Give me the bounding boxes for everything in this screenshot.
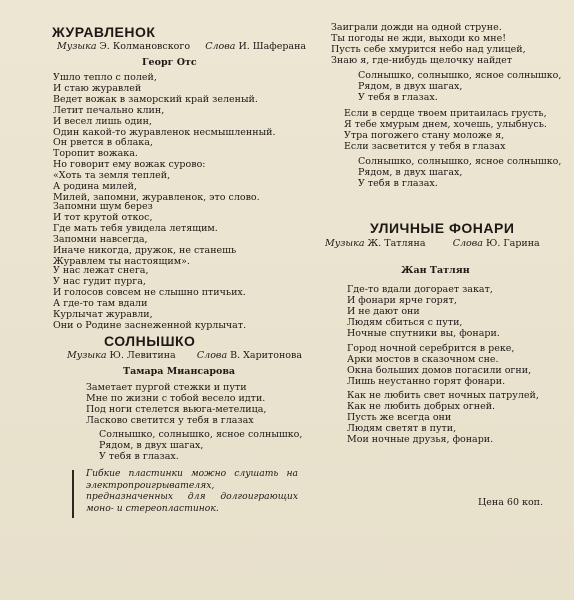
- song2-stanza-2: [99, 429, 302, 462]
- song2-music-author: Ю. Левитина: [109, 350, 176, 361]
- lyric-line: «Хоть та земля теплей,: [53, 170, 171, 181]
- song2-stanza-1: [86, 382, 266, 426]
- song1-stanza-4: [53, 265, 246, 331]
- lyric-line: Если засветится у тебя в глазах: [344, 141, 506, 152]
- lyric-line: И не дают они: [347, 306, 420, 317]
- lyric-line: Солнышко, солнышко, ясное солнышко,: [358, 70, 562, 81]
- song2-stanza-3: [331, 22, 526, 66]
- song2-stanza-4: [358, 70, 561, 103]
- price-label: Цена 60 коп.: [478, 497, 544, 508]
- lyric-line: Пусть себе хмурится небо над улицей,: [331, 44, 526, 55]
- lyric-line: Я тебе хмурым днем, хочешь, улыбнусь.: [344, 119, 547, 130]
- lyric-line: Как не любить добрых огней.: [347, 401, 496, 412]
- song3-title: УЛИЧНЫЕ ФОНАРИ: [370, 220, 515, 236]
- lyric-line: Где мать тебя увидела летящим.: [53, 223, 218, 234]
- lyric-line: И фонари ярче горят,: [347, 295, 457, 306]
- song1-performer: Георг Отс: [142, 57, 197, 68]
- lyric-line: И тот крутой откос,: [53, 212, 153, 223]
- lyric-line: Торопит вожака.: [53, 148, 138, 159]
- song2-lyrics-author: В. Харитонова: [230, 350, 303, 361]
- song3-stanza-2: [347, 343, 531, 387]
- playback-note: [72, 468, 298, 524]
- lyric-line: Летит печально клин,: [53, 105, 165, 116]
- lyric-line: Солнышко, солнышко, ясное солнышко,: [358, 156, 562, 167]
- song1-stanza-1: [53, 72, 276, 138]
- song2-music-label: Музыка: [67, 350, 107, 361]
- lyric-line: Заметает пургой стежки и пути: [86, 382, 247, 393]
- song3-performer: Жан Татлян: [401, 265, 470, 276]
- lyric-line: Арки мостов в сказочном сне.: [347, 354, 499, 365]
- lyric-line: Под ноги стелется вьюга-метелица,: [86, 404, 267, 415]
- lyric-line: Запомни шум берез: [53, 201, 153, 212]
- lyric-line: Милей, запомни, журавленок, это слово.: [53, 192, 260, 203]
- song1-stanza-3: [53, 201, 236, 267]
- lyric-line: Один какой-то журавленок несмышленный.: [53, 127, 276, 138]
- song3-music-author: Ж. Татляна: [367, 238, 426, 249]
- lyric-line: И весел лишь один,: [53, 116, 152, 127]
- song1-music-author: Э. Колмановского: [99, 41, 191, 52]
- song3-stanza-3: [347, 390, 539, 445]
- lyric-line: Иначе никогда, дружок, не станешь: [53, 245, 237, 256]
- song2-performer: Тамара Миансарова: [123, 366, 236, 377]
- lyric-line: Ты погоды не жди, выходи ко мне!: [331, 33, 507, 44]
- lyric-line: Пусть же всегда они: [347, 412, 452, 423]
- lyric-line: Рядом, в двух шагах,: [99, 440, 204, 451]
- song3-stanza-1: [347, 284, 500, 339]
- lyric-line: Ушло тепло с полей,: [53, 72, 157, 83]
- lyric-line: Мне по жизни с тобой весело идти.: [86, 393, 266, 404]
- lyric-line: Он рвется в облака,: [53, 137, 153, 148]
- lyric-line: Мои ночные друзья, фонари.: [347, 434, 494, 445]
- playback-note-text: Гибкие пластинки можно слушать на электропроигрывателях, предназначенных для долгоиграющих моно- и стереопластинок.: [86, 468, 298, 514]
- song3-lyrics-author: Ю. Гарина: [485, 238, 540, 249]
- song3-credits: [325, 238, 540, 249]
- lyric-line: У тебя в глазах.: [99, 451, 179, 462]
- lyric-line: Курлычат журавли,: [53, 309, 153, 320]
- song2-lyrics-label: Слова: [196, 350, 228, 361]
- lyric-line: Запомни навсегда,: [53, 234, 148, 245]
- song2-title: СОЛНЫШКО: [104, 333, 196, 349]
- lyric-line: Где-то вдали догорает закат,: [347, 284, 493, 295]
- song1-title: ЖУРАВЛЕНОК: [52, 24, 156, 40]
- lyric-line: У тебя в глазах.: [358, 178, 438, 189]
- lyric-line: Журавлем ты настоящим».: [53, 256, 190, 267]
- lyric-line: Ведет вожак в заморский край зеленый.: [53, 94, 258, 105]
- lyric-line: Людям светят в пути,: [347, 423, 457, 434]
- lyric-line: А где-то там вдали: [53, 298, 148, 309]
- song1-lyrics-author: И. Шаферана: [238, 41, 307, 52]
- lyric-line: Они о Родине заснеженной курлычат.: [53, 320, 247, 331]
- lyric-line: Людям сбиться с пути,: [347, 317, 463, 328]
- lyric-line: Ночные спутники вы, фонари.: [347, 328, 500, 339]
- song1-lyrics-label: Слова: [205, 41, 236, 52]
- lyric-line: Если в сердце твоем притаилась грусть,: [344, 108, 547, 119]
- lyric-line: Окна больших домов погасили огни,: [347, 365, 532, 376]
- song3-lyrics-label: Слова: [452, 238, 483, 249]
- lyric-line: Рядом, в двух шагах,: [358, 167, 463, 178]
- song3-music-label: Музыка: [325, 238, 365, 249]
- song1-music-label: Музыка: [57, 41, 97, 52]
- song2-credits: [67, 350, 302, 361]
- lyric-line: Рядом, в двух шагах,: [358, 81, 463, 92]
- lyric-line: Но говорит ему вожак сурово:: [53, 159, 206, 170]
- lyric-line: И голосов совсем не слышно птичьих.: [53, 287, 246, 298]
- lyric-line: А родина милей,: [53, 181, 137, 192]
- lyric-line: У нас гудит пурга,: [53, 276, 146, 287]
- lyric-line: Город ночной серебрится в реке,: [347, 343, 515, 354]
- lyric-line: Ласково светится у тебя в глазах: [86, 415, 254, 426]
- lyric-line: Лишь неустанно горят фонари.: [347, 376, 506, 387]
- lyric-line: У тебя в глазах.: [358, 92, 438, 103]
- song2-stanza-6: [358, 156, 561, 189]
- song2-stanza-5: [344, 108, 547, 152]
- lyric-line: Как не любить свет ночных патрулей,: [347, 390, 539, 401]
- lyric-line: Заиграли дожди на одной струне.: [331, 22, 502, 33]
- lyric-line: Знаю я, где-нибудь щелочку найдет: [331, 55, 513, 66]
- note-divider: [72, 470, 74, 518]
- song1-stanza-2: [53, 137, 260, 203]
- song1-credits: [57, 41, 306, 52]
- lyric-line: И стаю журавлей: [53, 83, 142, 94]
- lyric-line: Солнышко, солнышко, ясное солнышко,: [99, 429, 303, 440]
- lyric-line: Утра погожего стану моложе я,: [344, 130, 505, 141]
- lyric-line: У нас лежат снега,: [53, 265, 149, 276]
